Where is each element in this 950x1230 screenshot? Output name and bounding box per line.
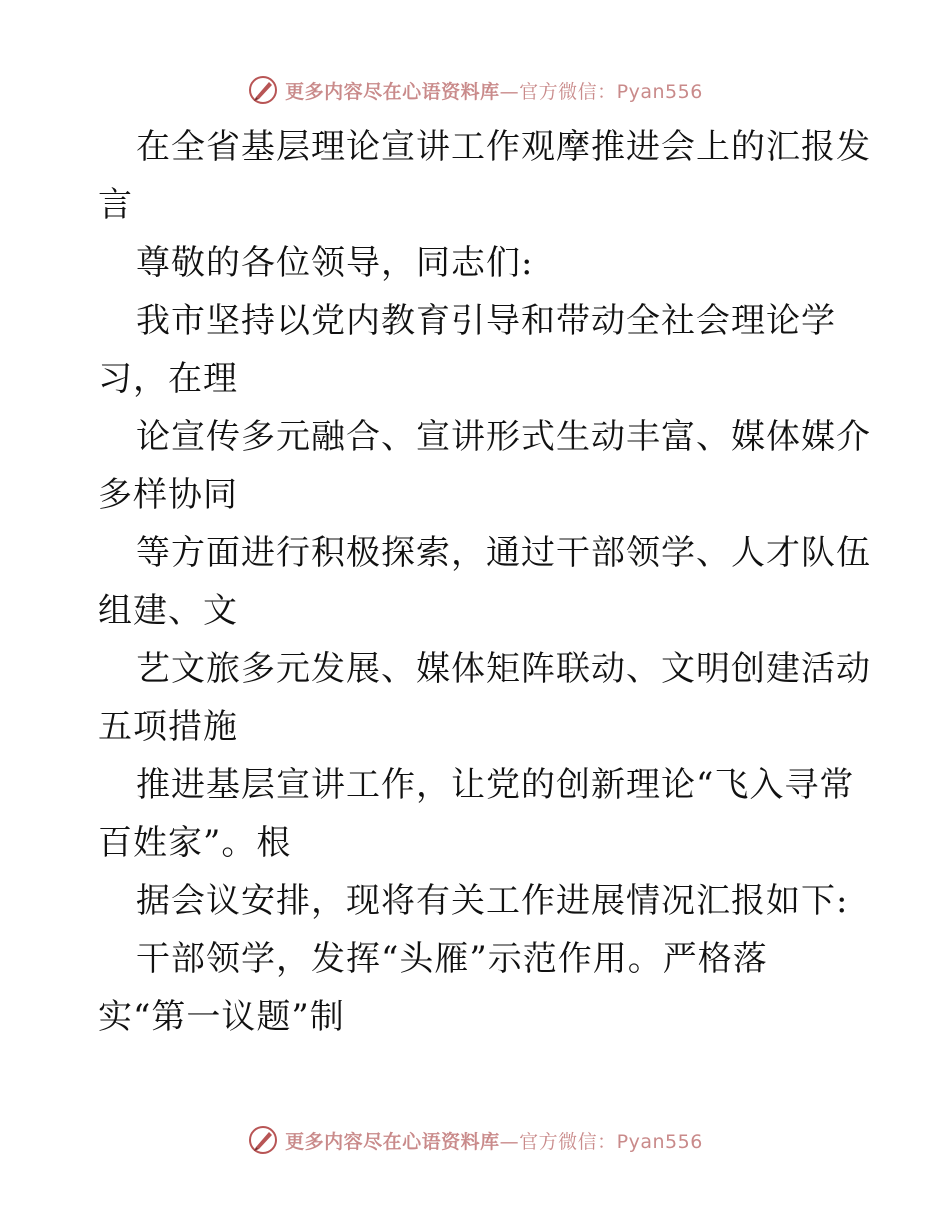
text-line: 习，在理 [98, 359, 238, 399]
quill-pen-logo-icon [247, 1124, 279, 1156]
text-line: 在全省基层理论宣讲工作观摩推进会上的汇报发 [136, 127, 871, 167]
header-watermark [0, 70, 950, 110]
document-body [98, 118, 878, 1046]
text-line: 干部领学，发挥“头雁”示范作用。严格落 [136, 939, 768, 979]
watermark-text: 更多内容尽在心语资料库—官方微信：Pyan556 [285, 1130, 703, 1153]
text-line: 实“第一议题”制 [98, 997, 345, 1037]
text-line: 组建、文 [98, 591, 238, 631]
text-line: 尊敬的各位领导，同志们: [136, 243, 534, 283]
text-line: 多样协同 [98, 475, 238, 515]
text-line: 百姓家”。根 [98, 823, 292, 863]
text-line: 五项措施 [98, 707, 238, 747]
watermark-text: 更多内容尽在心语资料库—官方微信：Pyan556 [285, 80, 703, 103]
text-line: 推进基层宣讲工作，让党的创新理论“飞入寻常 [136, 765, 855, 805]
text-line: 我市坚持以党内教育引导和带动全社会理论学 [136, 301, 836, 341]
text-line: 等方面进行积极探索，通过干部领学、人才队伍 [136, 533, 871, 573]
quill-pen-logo-icon [247, 74, 279, 106]
text-line: 论宣传多元融合、宣讲形式生动丰富、媒体媒介 [136, 417, 871, 457]
text-line: 据会议安排，现将有关工作进展情况汇报如下: [136, 881, 849, 921]
footer-watermark [0, 1120, 950, 1160]
text-line: 艺文旅多元发展、媒体矩阵联动、文明创建活动 [136, 649, 871, 689]
text-line: 言 [98, 185, 133, 225]
